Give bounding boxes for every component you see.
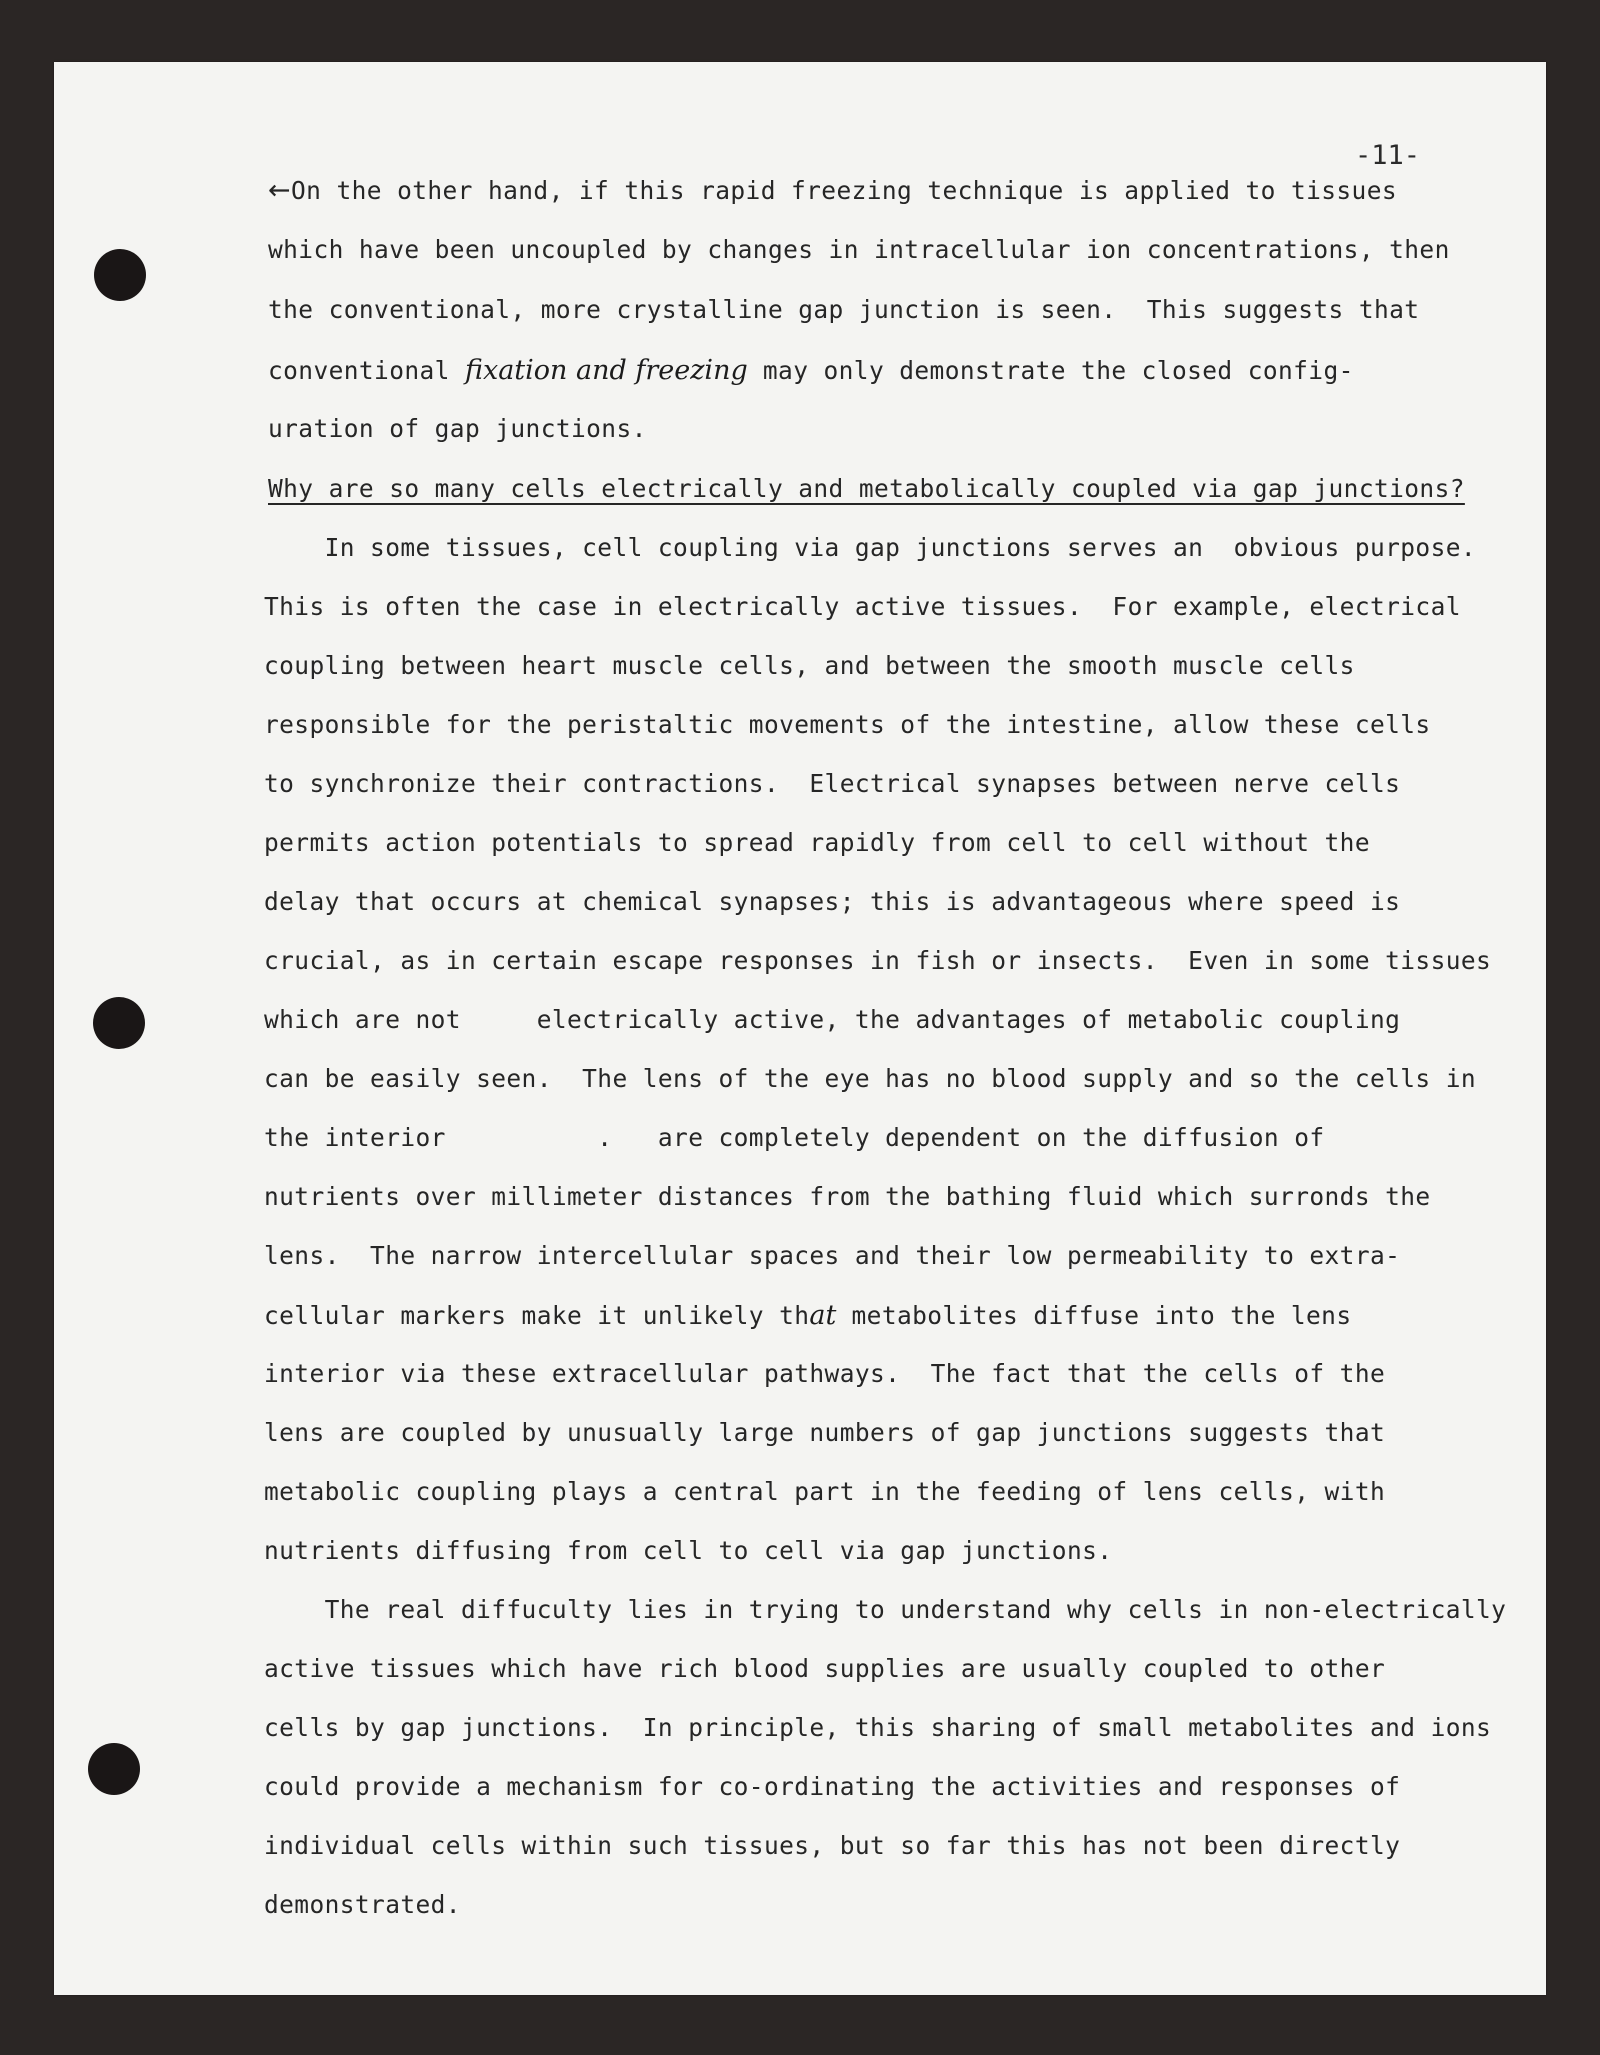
paragraph-2-line-14: cellular markers make it unlikely that metabolites diffuse into the lens: [264, 1300, 1352, 1331]
paragraph-2-line-16: lens are coupled by unusually large numbers of gap junctions suggests that: [264, 1418, 1386, 1447]
paragraph-2-line-13: lens. The narrow intercellular spaces and their low permeability to extra-: [264, 1241, 1401, 1270]
paragraph-3-line-2: active tissues which have rich blood supplies are usually coupled to other: [264, 1654, 1386, 1683]
paragraph-2-line-8: crucial, as in certain escape responses in fish or insects. Even in some tissues: [264, 946, 1492, 975]
paragraph-3-line-5: individual cells within such tissues, but so far this has not been directly: [264, 1831, 1401, 1860]
paragraph-2-line-6: permits action potentials to spread rapidly from cell to cell without the: [264, 828, 1370, 857]
paragraph-1-line-3: the conventional, more crystalline gap junction is seen. This suggests that: [268, 295, 1420, 324]
paragraph-2-line-4: responsible for the peristaltic movements of the intestine, allow these cells: [264, 710, 1431, 739]
paragraph-1-line-2: which have been uncoupled by changes in intracellular ion concentrations, then: [268, 235, 1450, 264]
paragraph-2-line-1: In some tissues, cell coupling via gap junctions serves an obvious purpose.: [264, 533, 1477, 562]
paragraph-1-line-5: uration of gap junctions.: [268, 414, 647, 443]
paragraph-2-line-18: nutrients diffusing from cell to cell via gap junctions.: [264, 1536, 1113, 1565]
margin-arrow-icon: ←: [268, 175, 292, 206]
section-heading: Why are so many cells electrically and metabolically coupled via gap junctions?: [268, 474, 1465, 503]
paragraph-3-line-6: demonstrated.: [264, 1890, 461, 1919]
paragraph-2-line-15: interior via these extracellular pathways. The fact that the cells of the: [264, 1359, 1386, 1388]
paragraph-2-line-5: to synchronize their contractions. Electrical synapses between nerve cells: [264, 769, 1401, 798]
punch-hole-bottom: [88, 1743, 140, 1795]
paragraph-1-line-1: ←On the other hand, if this rapid freezing technique is applied to tissues: [268, 175, 1397, 206]
paragraph-2-line-12: nutrients over millimeter distances from the bathing fluid which surronds the: [264, 1182, 1431, 1211]
handwritten-correction: at: [809, 1300, 837, 1331]
punch-hole-top: [94, 249, 146, 301]
paragraph-2-line-9: which are not electrically active, the advantages of metabolic coupling: [264, 1005, 1401, 1034]
page-number: -11-: [1355, 140, 1421, 171]
paragraph-3-line-3: cells by gap junctions. In principle, this sharing of small metabolites and ions: [264, 1713, 1492, 1742]
paragraph-2-line-2: This is often the case in electrically active tissues. For example, electrical: [264, 592, 1461, 621]
paragraph-2-line-3: coupling between heart muscle cells, and between the smooth muscle cells: [264, 651, 1355, 680]
paragraph-3-line-4: could provide a mechanism for co-ordinating the activities and responses of: [264, 1772, 1401, 1801]
paragraph-2-line-10: can be easily seen. The lens of the eye has no blood supply and so the cells in: [264, 1064, 1477, 1093]
handwritten-insertion: fixation and freezing: [464, 355, 748, 386]
paragraph-2-line-17: metabolic coupling plays a central part in the feeding of lens cells, with: [264, 1477, 1386, 1506]
paragraph-1-line-4: conventional fixation and freezing may only demonstrate the closed config-: [268, 355, 1354, 386]
paragraph-3-line-1: The real diffuculty lies in trying to understand why cells in non-electrically: [264, 1595, 1507, 1624]
paragraph-2-line-11: the interior . are completely dependent on the diffusion of: [264, 1123, 1325, 1152]
punch-hole-middle: [93, 997, 145, 1049]
paragraph-2-line-7: delay that occurs at chemical synapses; this is advantageous where speed is: [264, 887, 1401, 916]
